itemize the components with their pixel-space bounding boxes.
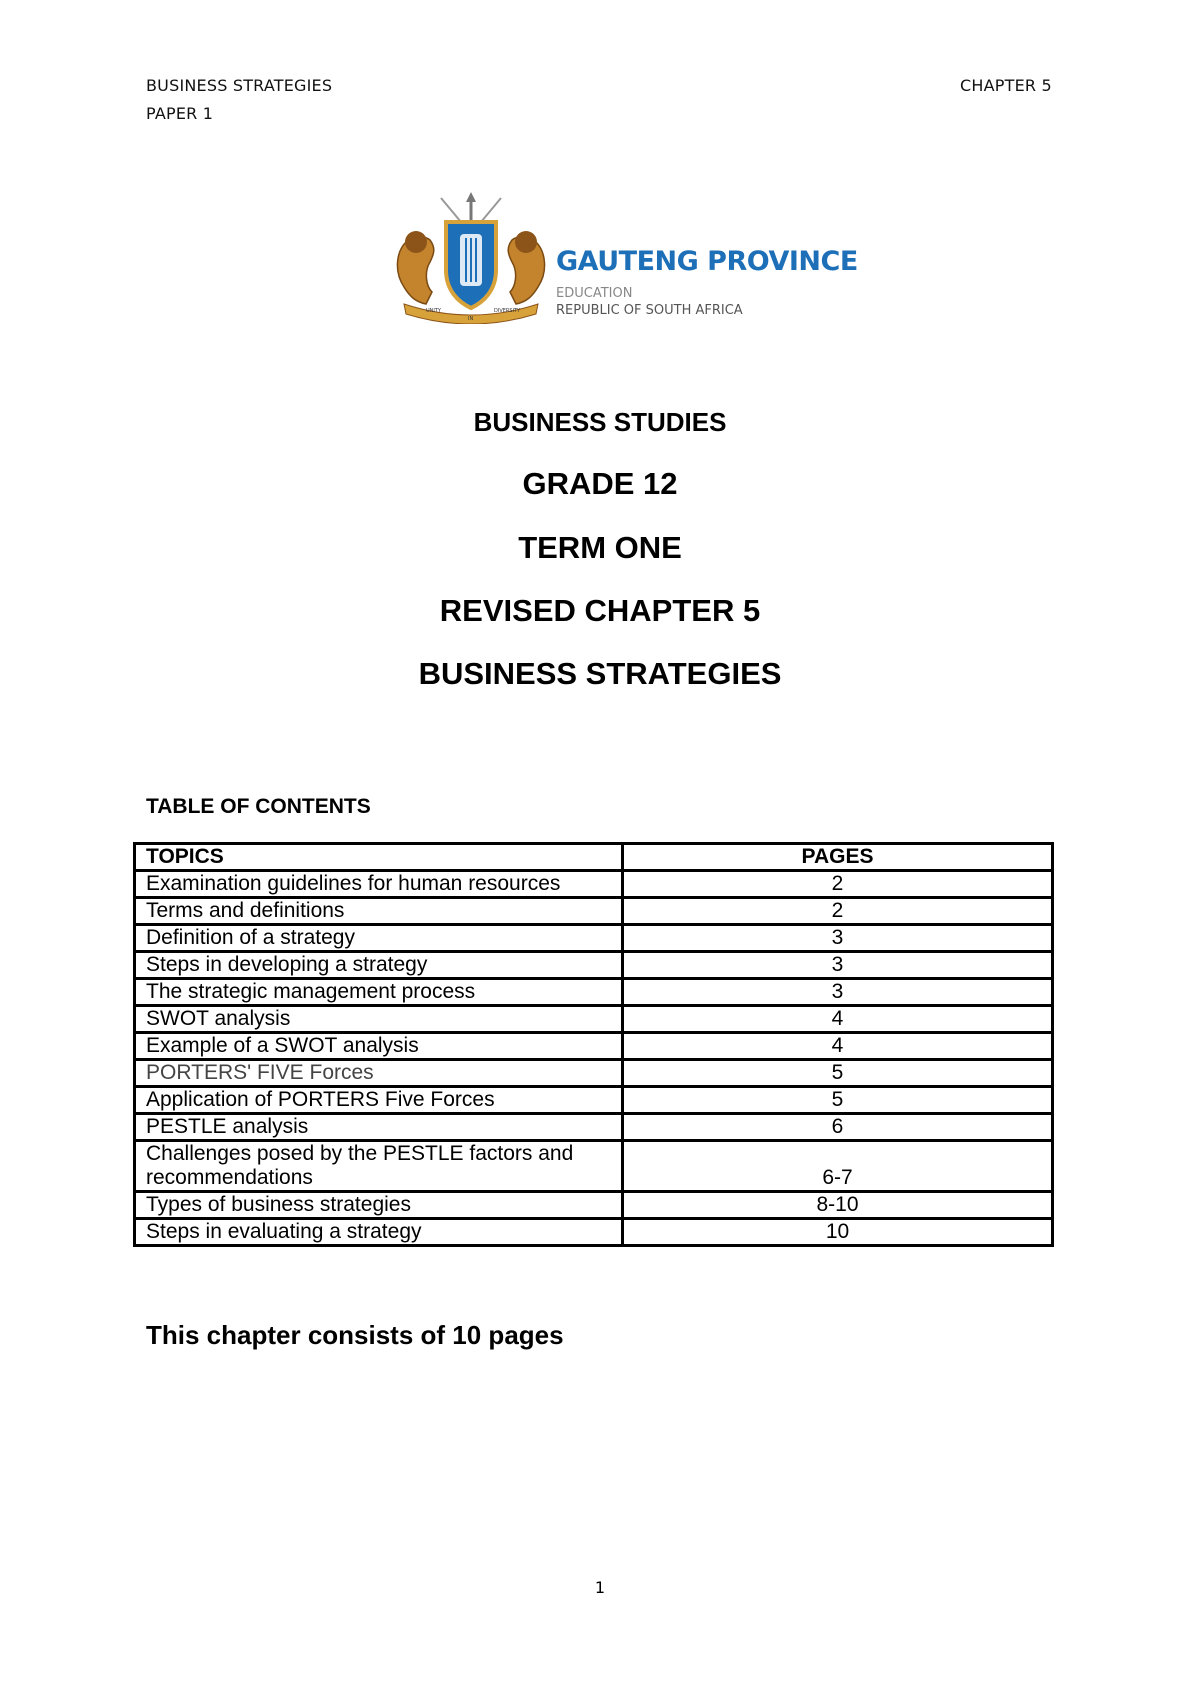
header-document-title: BUSINESS STRATEGIES [146, 76, 333, 95]
table-row [135, 952, 1053, 979]
logo-province-name: GAUTENG PROVINCE [556, 246, 858, 277]
grade-title: GRADE 12 [522, 466, 678, 501]
toc-pages-cell: 6 [623, 1114, 1053, 1141]
toc-topic-cell: Challenges posed by the PESTLE factors and recommendations [135, 1141, 623, 1192]
toc-topic-cell: Application of PORTERS Five Forces [135, 1087, 623, 1114]
table-row [135, 1087, 1053, 1114]
table-row [135, 1192, 1053, 1219]
column-header-topics: TOPICS [135, 844, 623, 871]
chapter-title: REVISED CHAPTER 5 [439, 593, 761, 628]
toc-pages-cell: 2 [623, 898, 1053, 925]
toc-topic-cell: Definition of a strategy [135, 925, 623, 952]
table-row [135, 979, 1053, 1006]
page-number: 1 [594, 1578, 606, 1597]
table-row [135, 1033, 1053, 1060]
logo-department: EDUCATION [556, 286, 633, 301]
toc-pages-cell: 6-7 [623, 1141, 1053, 1192]
term-title: TERM ONE [518, 530, 682, 565]
toc-pages-cell: 3 [623, 925, 1053, 952]
toc-pages-cell: 5 [623, 1060, 1053, 1087]
toc-topic-cell: Examination guidelines for human resources [135, 871, 623, 898]
coat-of-arms-icon [386, 192, 556, 324]
chapter-length-note: This chapter consists of 10 pages [146, 1320, 564, 1350]
toc-table [133, 842, 1054, 1247]
table-row [135, 925, 1053, 952]
toc-pages-cell: 3 [623, 952, 1053, 979]
toc-topic-cell: PORTERS' FIVE Forces [135, 1060, 623, 1087]
table-row [135, 1114, 1053, 1141]
toc-topic-cell: Terms and definitions [135, 898, 623, 925]
header-chapter-label: CHAPTER 5 [960, 76, 1052, 95]
crest-motto-right: DIVERSITY [494, 308, 521, 314]
toc-topic-cell: Types of business strategies [135, 1192, 623, 1219]
toc-pages-cell: 4 [623, 1006, 1053, 1033]
table-row [135, 1219, 1053, 1246]
toc-topic-cell: Steps in evaluating a strategy [135, 1219, 623, 1246]
toc-topic-cell: The strategic management process [135, 979, 623, 1006]
logo-country: REPUBLIC OF SOUTH AFRICA [556, 303, 743, 318]
topic-title: BUSINESS STRATEGIES [418, 656, 782, 691]
gauteng-education-logo [386, 192, 858, 324]
toc-pages-cell: 10 [623, 1219, 1053, 1246]
table-row [135, 1060, 1053, 1087]
toc-heading: TABLE OF CONTENTS [146, 795, 371, 818]
toc-topic-cell: Example of a SWOT analysis [135, 1033, 623, 1060]
toc-pages-cell: 4 [623, 1033, 1053, 1060]
toc-pages-cell: 2 [623, 871, 1053, 898]
table-row [135, 1006, 1053, 1033]
toc-topic-cell: Steps in developing a strategy [135, 952, 623, 979]
subject-title: BUSINESS STUDIES [473, 407, 727, 437]
crest-motto-center: IN [468, 316, 474, 322]
toc-topic-cell: PESTLE analysis [135, 1114, 623, 1141]
toc-pages-cell: 5 [623, 1087, 1053, 1114]
column-header-pages: PAGES [623, 844, 1053, 871]
header-paper-label: PAPER 1 [146, 104, 214, 123]
table-row [135, 871, 1053, 898]
crest-motto-left: UNITY [426, 308, 441, 314]
table-header-row [135, 844, 1053, 871]
toc-pages-cell: 8-10 [623, 1192, 1053, 1219]
toc-topic-cell: SWOT analysis [135, 1006, 623, 1033]
toc-pages-cell: 3 [623, 979, 1053, 1006]
table-row [135, 898, 1053, 925]
table-row [135, 1141, 1053, 1192]
